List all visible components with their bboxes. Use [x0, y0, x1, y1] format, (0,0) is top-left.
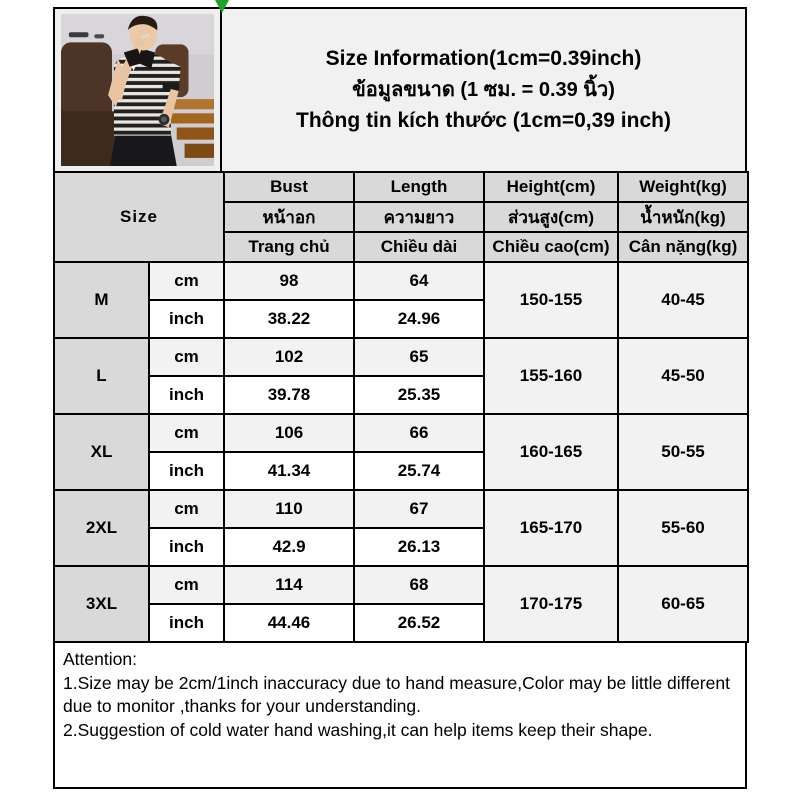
- bust-cm-m: 98: [224, 262, 354, 300]
- header-height-vi: Chiều cao(cm): [484, 232, 618, 262]
- header-weight-vi: Cân nặng(kg): [618, 232, 748, 262]
- weight-range-2xl: 55-60: [618, 490, 748, 566]
- unit-inch: inch: [149, 376, 224, 414]
- top-section: [53, 7, 747, 173]
- header-bust-en: Bust: [224, 172, 354, 202]
- size-label-xl: XL: [54, 414, 149, 490]
- bust-cm-2xl: 110: [224, 490, 354, 528]
- size-label-3xl: 3XL: [54, 566, 149, 642]
- green-corner-marker-icon: [215, 0, 229, 13]
- bust-cm-xl: 106: [224, 414, 354, 452]
- table-row-l-cm: [54, 338, 748, 376]
- height-range-xl: 160-165: [484, 414, 618, 490]
- height-range-m: 150-155: [484, 262, 618, 338]
- attention-heading: Attention:: [63, 649, 137, 669]
- unit-inch: inch: [149, 300, 224, 338]
- bust-inch-3xl: 44.46: [224, 604, 354, 642]
- table-row-3xl-cm: [54, 566, 748, 604]
- header-bust-vi: Trang chủ: [224, 232, 354, 262]
- attention-note-1: 1.Size may be 2cm/1inch inaccuracy due to hand measure,Color may be little different due to monitor ,thanks for your understanding.: [63, 672, 730, 717]
- unit-cm: cm: [149, 566, 224, 604]
- bust-inch-xl: 41.34: [224, 452, 354, 490]
- size-information-title-block: [220, 7, 747, 173]
- header-length-vi: Chiều dài: [354, 232, 484, 262]
- table-row-xl-cm: [54, 414, 748, 452]
- bust-inch-2xl: 42.9: [224, 528, 354, 566]
- height-range-2xl: 165-170: [484, 490, 618, 566]
- length-cm-3xl: 68: [354, 566, 484, 604]
- header-height-th: ส่วนสูง(cm): [484, 202, 618, 232]
- size-table: [53, 171, 749, 643]
- unit-cm: cm: [149, 338, 224, 376]
- length-inch-l: 25.35: [354, 376, 484, 414]
- unit-cm: cm: [149, 414, 224, 452]
- header-length-th: ความยาว: [354, 202, 484, 232]
- size-label-m: M: [54, 262, 149, 338]
- weight-range-m: 40-45: [618, 262, 748, 338]
- title-thai: ข้อมูลขนาด (1 ซม. = 0.39 นิ้ว): [352, 78, 615, 101]
- header-bust-th: หน้าอก: [224, 202, 354, 232]
- bust-inch-l: 39.78: [224, 376, 354, 414]
- product-photo: [61, 14, 214, 166]
- header-weight-en: Weight(kg): [618, 172, 748, 202]
- title-vietnamese: Thông tin kích thước (1cm=0,39 inch): [296, 108, 671, 132]
- size-column-header: Size: [54, 172, 224, 262]
- length-cm-xl: 66: [354, 414, 484, 452]
- bust-cm-l: 102: [224, 338, 354, 376]
- length-inch-xl: 25.74: [354, 452, 484, 490]
- weight-range-l: 45-50: [618, 338, 748, 414]
- size-label-2xl: 2XL: [54, 490, 149, 566]
- attention-notes: [53, 641, 747, 789]
- length-inch-m: 24.96: [354, 300, 484, 338]
- bust-inch-m: 38.22: [224, 300, 354, 338]
- header-height-en: Height(cm): [484, 172, 618, 202]
- attention-note-2: 2.Suggestion of cold water hand washing,it can help items keep their shape.: [63, 719, 653, 740]
- unit-inch: inch: [149, 528, 224, 566]
- unit-cm: cm: [149, 490, 224, 528]
- unit-cm: cm: [149, 262, 224, 300]
- size-label-l: L: [54, 338, 149, 414]
- weight-range-3xl: 60-65: [618, 566, 748, 642]
- header-length-en: Length: [354, 172, 484, 202]
- length-inch-2xl: 26.13: [354, 528, 484, 566]
- size-chart-sheet: [53, 7, 747, 789]
- length-cm-m: 64: [354, 262, 484, 300]
- bust-cm-3xl: 114: [224, 566, 354, 604]
- table-row-m-cm: [54, 262, 748, 300]
- length-inch-3xl: 26.52: [354, 604, 484, 642]
- unit-inch: inch: [149, 604, 224, 642]
- title-english: Size Information(1cm=0.39inch): [325, 47, 642, 71]
- model-photo-illustration: [61, 14, 214, 166]
- unit-inch: inch: [149, 452, 224, 490]
- header-row-english: [54, 172, 748, 202]
- length-cm-l: 65: [354, 338, 484, 376]
- table-row-2xl-cm: [54, 490, 748, 528]
- length-cm-2xl: 67: [354, 490, 484, 528]
- header-weight-th: น้ำหนัก(kg): [618, 202, 748, 232]
- product-photo-cell: [53, 7, 222, 173]
- height-range-3xl: 170-175: [484, 566, 618, 642]
- weight-range-xl: 50-55: [618, 414, 748, 490]
- height-range-l: 155-160: [484, 338, 618, 414]
